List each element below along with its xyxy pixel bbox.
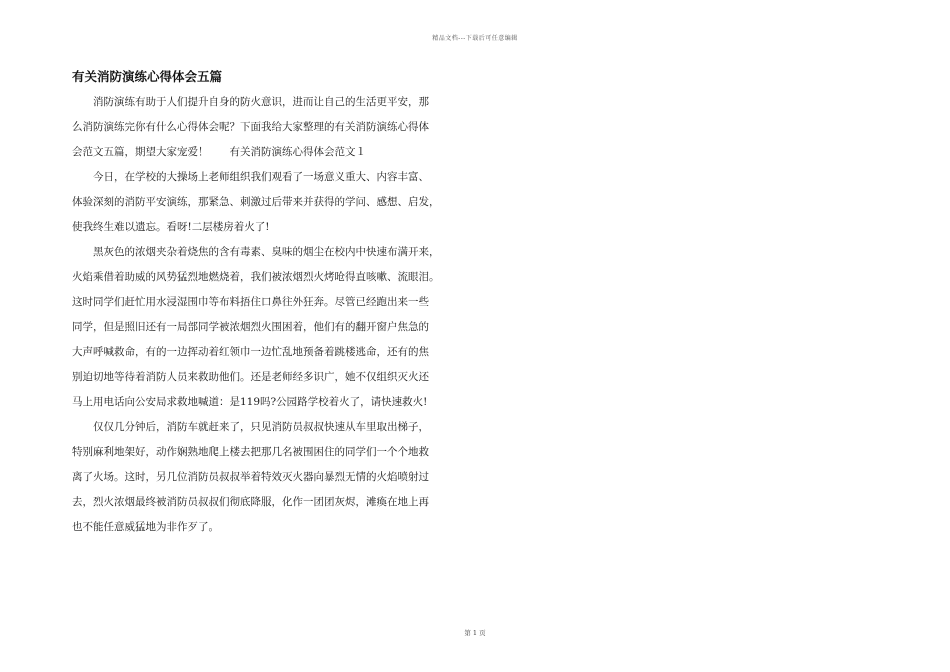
body-line: 体验深刻的消防平安演练，那紧急、刺激过后带来并获得的学问、感想、启发， [72, 196, 440, 208]
body-line: 马上用电话向公安局求救地喊道：是119吗?公园路学校着火了，请快速救火! [72, 396, 428, 408]
body-line: 黑灰色的浓烟夹杂着烧焦的含有毒素、臭味的烟尘在校内中快速布满开来， [72, 246, 440, 258]
body-line: 同学，但是照旧还有一局部同学被浓烟烈火围困着，他们有的翻开窗户焦急的 [72, 321, 429, 333]
body-line: 也不能任意威猛地为非作歹了。 [72, 521, 219, 533]
body-line: 会范文五篇，期望大家宠爱！ 有关消防演练心得体会范文１ [72, 146, 366, 158]
page-number: 第 1 页 [464, 629, 486, 637]
body-line: 消防演练有助于人们提升自身的防火意识，进而让自己的生活更平安，那 [72, 96, 429, 108]
body-line: 么消防演练完你有什么心得体会呢？下面我给大家整理的有关消防演练心得体 [72, 121, 429, 133]
body-line: 今日，在学校的大操场上老师组织我们观看了一场意义重大、内容丰富、 [72, 171, 429, 183]
body-line: 去，烈火浓烟最终被消防员叔叔们彻底降服，化作一团团灰烬，滩瘓在地上再 [72, 496, 429, 508]
body-line: 特别麻利地架好，动作娴熟地爬上楼去把那几名被围困住的同学们一个个地救 [72, 446, 429, 458]
document-title: 有关消防演练心得体会五篇 [72, 69, 223, 84]
page-header: 精品文档---下载后可任意编辑 [432, 35, 518, 42]
body-line: 别迫切地等待着消防人员来救助他们。还是老师经多识广，她不仅组织灭火还 [72, 371, 429, 383]
body-line: 这时同学们赶忙用水浸湿围巾等布料捂住口鼻往外狂奔。尽管已经跑出来一些 [72, 296, 429, 308]
body-line: 火焰乘借着助威的风势猛烈地燃烧着，我们被浓烟烈火烤呛得直咳嗽、流眼泪。 [72, 271, 440, 283]
body-line: 使我终生难以遗忘。看呀!二层楼房着火了! [72, 221, 270, 233]
body-line: 离了火场。这时，另几位消防员叔叔举着特效灭火器向暴烈无情的火焰喷射过 [72, 471, 429, 483]
body-line: 大声呼喊救命，有的一边挥动着红领巾一边忙乱地预备着跳楼逃命，还有的焦 [72, 346, 429, 358]
body-line: 仅仅几分钟后，消防车就赶来了，只见消防员叔叔快速从车里取出梯子， [72, 421, 429, 433]
